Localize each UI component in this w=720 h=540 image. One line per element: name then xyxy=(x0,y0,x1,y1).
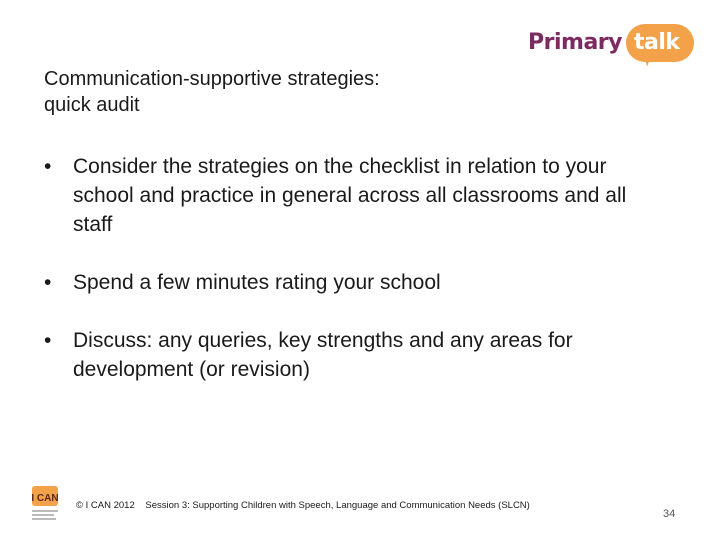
ican-logo xyxy=(30,486,60,522)
bullet-text: Discuss: any queries, key strengths and any areas for development (or revision) xyxy=(73,329,573,381)
ican-logo-text: I CAN xyxy=(31,493,59,504)
logo-word-talk: talk xyxy=(634,30,680,55)
bullet-item xyxy=(44,326,664,384)
bullet-item xyxy=(44,152,664,239)
logo-word-primary: Primary xyxy=(528,30,622,55)
page-number: 34 xyxy=(663,508,676,520)
primary-talk-logo xyxy=(528,20,698,68)
bullet-dot: • xyxy=(44,271,52,294)
slide-title-line-2: quick audit xyxy=(44,94,140,116)
bullet-list xyxy=(44,152,664,413)
slide-title xyxy=(44,66,504,118)
bullet-dot: • xyxy=(44,329,52,352)
bullet-text: Consider the strategies on the checklist in relation to your school and practice in general across all classrooms and all staff xyxy=(73,155,627,236)
bullet-text: Spend a few minutes rating your school xyxy=(73,271,441,294)
footer-session: Session 3: Supporting Children with Speech, Language and Communication Needs (SLCN) xyxy=(145,500,530,511)
bullet-dot: • xyxy=(44,155,52,178)
footer-text xyxy=(76,500,530,511)
bullet-item xyxy=(44,268,664,297)
footer-copyright: © I CAN 2012 xyxy=(76,500,135,511)
slide-title-line-1: Communication-supportive strategies: xyxy=(44,68,380,90)
